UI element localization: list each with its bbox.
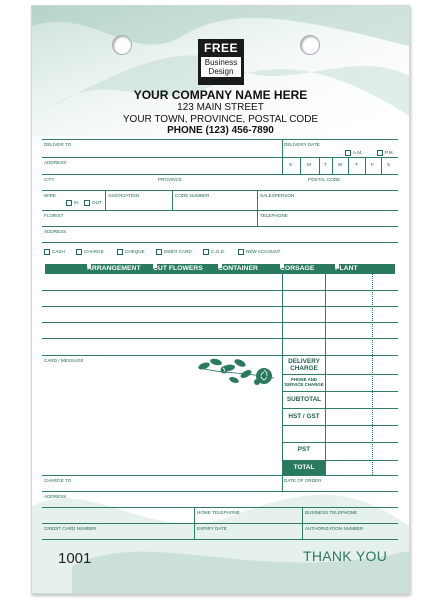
label-telephone: TELEPHONE — [260, 213, 288, 218]
badge-line3: Design — [208, 67, 234, 76]
day-monday[interactable]: M — [307, 162, 311, 167]
label-wire: WIRE — [44, 193, 56, 198]
checkbox-cheque[interactable]: CHEQUE — [117, 249, 145, 255]
label-business-telephone: BUSINESS TELEPHONE — [305, 510, 358, 515]
delivery-charge-label: DELIVERY CHARGE — [288, 358, 320, 372]
badge-free: FREE — [203, 41, 238, 55]
label-deliver-to: DELIVER TO — [44, 142, 72, 147]
label-address-3: ADDRESS — [44, 494, 67, 499]
phone-service-charge-label: PHONE AND SERVICE CHARGE — [284, 377, 324, 387]
label-card-message: CARD / MESSAGE — [44, 358, 84, 363]
label-charge-to: CHARGE TO — [44, 478, 72, 483]
label-postal-code: POSTAL CODE — [308, 177, 341, 182]
label-expiry-date: EXPIRY DATE — [197, 526, 227, 531]
punch-hole-left — [112, 35, 132, 55]
label-code-number: CODE NUMBER — [175, 193, 210, 198]
label-association: ASSOCIATION — [108, 193, 140, 198]
checkbox-cash[interactable]: CASH — [44, 249, 65, 255]
subtotal-label: SUBTOTAL — [286, 396, 322, 403]
sales-form-sheet — [31, 5, 410, 594]
checkbox-new-account[interactable]: NEW ACCOUNT — [238, 249, 280, 255]
checkbox-charge[interactable]: CHARGE — [76, 249, 104, 255]
label-authorization-number: AUTHORIZATION NUMBER — [305, 526, 364, 531]
day-saturday[interactable]: S — [387, 162, 391, 167]
company-name: YOUR COMPANY NAME HERE — [133, 88, 308, 102]
rose-illustration — [194, 356, 282, 390]
badge-business-design — [201, 57, 241, 77]
free-design-badge — [198, 39, 244, 85]
category-bar: ARRANGEMENT CUT FLOWERS CONTAINER CORSAGE PLANT — [45, 264, 395, 274]
checkbox-wire-in[interactable]: IN — [66, 200, 79, 206]
form-number: 1001 — [58, 550, 92, 567]
label-salesperson: SALESPERSON — [260, 193, 295, 198]
thank-you-text: THANK YOU — [303, 548, 388, 564]
day-thursday[interactable]: T — [355, 162, 358, 167]
checkbox-wire-out[interactable]: OUT — [84, 200, 102, 206]
day-sunday[interactable]: S — [289, 162, 293, 167]
company-phone: PHONE (123) 456-7890 — [167, 125, 274, 136]
label-home-telephone: HOME TELEPHONE — [197, 510, 240, 515]
day-friday[interactable]: F — [371, 162, 374, 167]
label-address-2: ADDRESS — [44, 229, 67, 234]
checkbox-cod[interactable]: C.O.D. — [203, 249, 225, 255]
punch-hole-right — [300, 35, 320, 55]
day-tuesday[interactable]: T — [324, 162, 327, 167]
pst-label: PST — [297, 446, 311, 453]
label-date-of-order: DATE OF ORDER — [284, 478, 322, 483]
company-street: 123 MAIN STREET — [177, 102, 264, 113]
total-label: TOTAL — [283, 460, 325, 475]
label-florist: FLORIST — [44, 213, 64, 218]
checkbox-pm[interactable]: P.M. — [377, 150, 394, 156]
badge-line2: Business — [204, 58, 238, 67]
checkbox-am[interactable]: A.M. — [345, 150, 362, 156]
label-credit-card-number: CREDIT CARD NUMBER — [44, 526, 97, 531]
label-delivery-date: DELIVERY DATE — [284, 142, 320, 147]
hst-gst-label: HST / GST — [288, 413, 320, 420]
label-province: PROVINCE — [158, 177, 182, 182]
company-city: YOUR TOWN, PROVINCE, POSTAL CODE — [122, 114, 319, 125]
label-city: CITY — [44, 177, 55, 182]
checkbox-debit-card[interactable]: DEBIT CARD — [156, 249, 192, 255]
label-address: ADDRESS — [44, 160, 67, 165]
day-wednesday[interactable]: W — [338, 162, 343, 167]
